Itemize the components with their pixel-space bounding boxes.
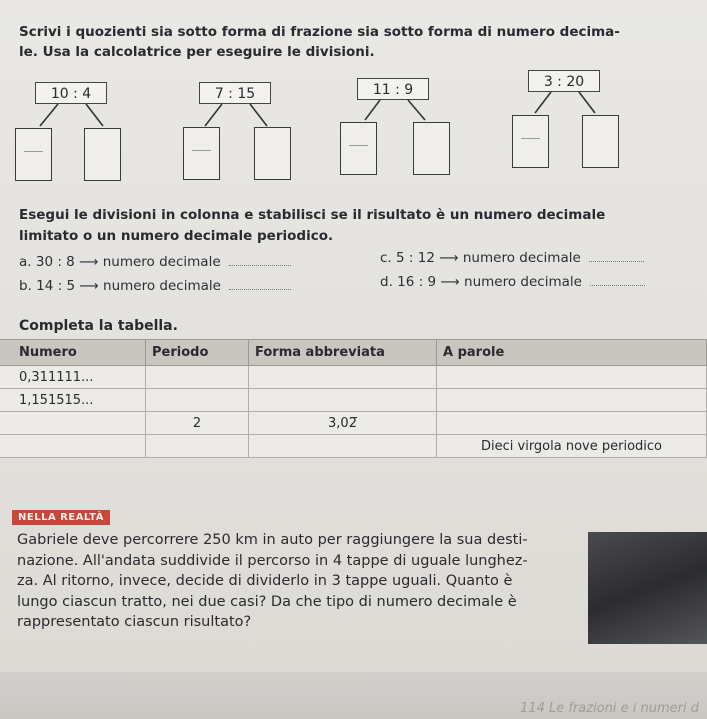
item-label: numero decimale	[102, 254, 221, 270]
table-container	[0, 339, 707, 464]
cell-forma-abbreviata: 3,02̅	[249, 412, 437, 435]
problem-line: za. Al ritorno, invece, decide di dividerlo in 3 tappe uguali. Quanto è	[17, 573, 513, 589]
cell-forma-abbreviata[interactable]	[249, 435, 437, 458]
instructions-line-1: Scrivi i quozienti sia sotto forma di frazione sia sotto forma di numero decima-	[19, 24, 620, 40]
problem-line: rappresentato ciascun risultato?	[17, 614, 252, 630]
header-numero: Numero	[0, 340, 146, 366]
column-division-instruction-2: limitato o un numero decimale periodico.	[19, 228, 334, 244]
table-title: Completa la tabella.	[19, 318, 178, 334]
division-box-4: 3 : 20	[528, 70, 600, 92]
division-box-2: 7 : 15	[199, 82, 271, 104]
cell-periodo[interactable]	[146, 366, 249, 389]
decimal-answer-box[interactable]	[254, 127, 291, 180]
fraction-answer-box[interactable]	[183, 127, 220, 180]
item-expression: 30 : 8	[35, 254, 75, 270]
exercise-item-b	[19, 278, 291, 294]
header-a-parole: A parole	[437, 340, 707, 366]
cell-forma-abbreviata[interactable]	[249, 389, 437, 412]
item-label: numero decimale	[103, 278, 221, 294]
item-label: numero decimale	[462, 250, 581, 266]
item-expression: 14 : 5	[36, 278, 76, 294]
fraction-answer-box[interactable]	[15, 128, 52, 181]
decimal-answer-box[interactable]	[413, 122, 450, 175]
fraction-answer-box[interactable]	[512, 115, 549, 168]
cell-a-parole[interactable]	[437, 412, 707, 435]
page-footer	[0, 672, 707, 719]
cell-forma-abbreviata[interactable]	[249, 366, 437, 389]
exercise-item-a	[19, 254, 291, 270]
item-expression: 5 : 12	[396, 250, 435, 266]
item-letter: c.	[380, 250, 392, 266]
header-periodo: Periodo	[146, 340, 249, 366]
item-letter: a.	[19, 254, 32, 270]
cell-numero[interactable]	[0, 412, 146, 435]
footer-page-info: 114 Le frazioni e i numeri d	[520, 701, 699, 716]
table-row	[0, 389, 707, 412]
problem-line: nazione. All'andata suddivide il percorso in 4 tappe di uguale lunghez-	[17, 552, 528, 569]
cell-numero[interactable]	[0, 435, 146, 458]
answer-blank[interactable]	[229, 279, 291, 290]
header-forma-abbreviata: Forma abbreviata	[249, 340, 437, 366]
cell-periodo[interactable]	[146, 389, 249, 412]
exercise-item-d	[380, 274, 645, 290]
cell-periodo: 2	[146, 412, 249, 435]
answer-blank[interactable]	[229, 255, 291, 266]
arrow-glyph: ⟶	[440, 274, 460, 290]
number-table	[0, 339, 707, 458]
answer-blank[interactable]	[590, 275, 645, 286]
exercise-item-c	[380, 250, 644, 266]
cell-numero: 0,311111...	[0, 366, 146, 389]
tree-arrows	[0, 0, 707, 130]
division-box-1: 10 : 4	[35, 82, 107, 104]
cell-a-parole[interactable]	[437, 389, 707, 412]
division-box-3: 11 : 9	[357, 78, 429, 100]
table-row	[0, 366, 707, 389]
fraction-answer-box[interactable]	[340, 122, 377, 175]
cell-numero: 1,151515...	[0, 389, 146, 412]
decimal-answer-box[interactable]	[582, 115, 619, 168]
item-letter: d.	[380, 274, 393, 290]
nella-realta-badge: NELLA REALTÀ	[12, 510, 110, 525]
problem-line: Gabriele deve percorrere 250 km in auto per raggiungere la sua desti-	[17, 532, 528, 548]
column-division-instruction-1: Esegui le divisioni in colonna e stabilisci se il risultato è un numero decimale	[19, 207, 606, 223]
answer-blank[interactable]	[589, 251, 644, 262]
instructions-line-2: le. Usa la calcolatrice per eseguire le divisioni.	[19, 44, 375, 60]
item-expression: 16 : 9	[397, 274, 437, 290]
table-row	[0, 412, 707, 435]
decimal-answer-box[interactable]	[84, 128, 121, 181]
problem-line: lungo ciascun tratto, nei due casi? Da che tipo di numero decimale è	[17, 593, 517, 610]
arrow-glyph: ⟶	[79, 254, 99, 270]
word-problem	[17, 530, 617, 633]
arrow-glyph: ⟶	[439, 250, 459, 266]
cell-periodo[interactable]	[146, 435, 249, 458]
table-header-row	[0, 340, 707, 366]
cell-a-parole[interactable]	[437, 366, 707, 389]
item-letter: b.	[19, 278, 32, 294]
cell-a-parole: Dieci virgola nove periodico	[437, 435, 707, 458]
arrow-glyph: ⟶	[79, 278, 99, 294]
table-row	[0, 435, 707, 458]
item-label: numero decimale	[464, 274, 582, 290]
